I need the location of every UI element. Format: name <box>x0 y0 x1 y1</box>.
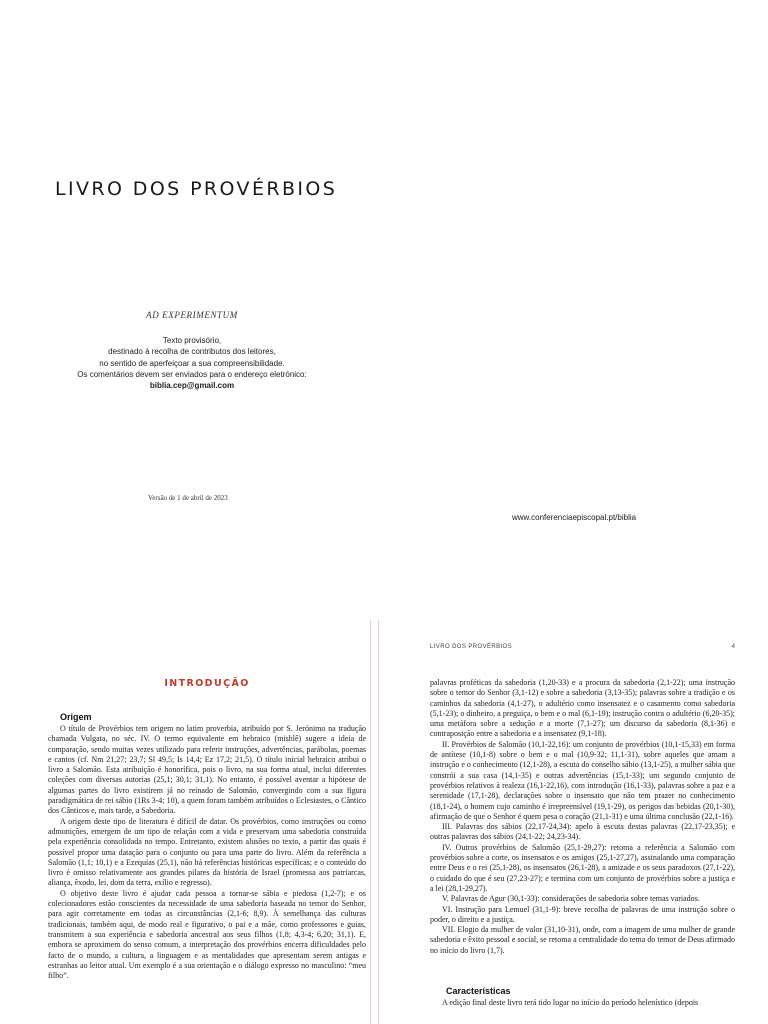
paragraph: IV. Outros provérbios de Salomão (25,1-29,27): retoma a referência a Salomão com provérbios sobre a corte, os insensatos e os amigos (25,1-27,27), assinalando uma comparação entre Deus e o rei (25,1-28), os insensatos (26,1-28), a amizade e os seus paradoxos (27,1-22), o cuidado do que é seu (27,23-27); e termina com um conjunto de provérbios sobre a justiça e a lei (28,1-29,27). <box>430 842 735 893</box>
cover-info <box>0 335 384 391</box>
email-link[interactable]: biblia.cep@gmail.com <box>149 381 235 391</box>
paragraph: VII. Elogio da mulher de valor (31,10-31), onde, com a imagem de uma mulher de grande sabedoria e êxito pessoal e social, se retoma a centralidade do tema do temor de Deus afirmado no início do livro (1,7). <box>430 925 735 955</box>
section-heading-origem: Origem <box>60 712 92 722</box>
paragraph: palavras proféticas da sabedoria (1,20-33) e a procura da sabedoria (2,1-22); uma instrução sobre o temor do Senhor (3,1-12) e sobre a sabedoria (3,13-35); palavras sobre a tradição e os caminhos da sabedoria (4,1-27), o adultério como insensatez e o casamento como sabedoria (5,1-23); o dinheiro, a preguiça, o bem e o mal (6,1-19); instrução contra o adultério (6,20-35); uma metáfora sobre a sedução e a morte (7,1-27); um discurso da sabedoria (8,1-36) e contraposição entre a sabedoria e a insensatez (9,1-18). <box>430 678 735 739</box>
running-head: LIVRO DOS PROVÉRBIOS <box>430 644 513 650</box>
paragraph: V. Palavras de Agur (30,1-33): considerações de sabedoria sobre temas variados. <box>442 894 700 904</box>
info-line: no sentido de aperfeiçoar a sua compreensibilidade. <box>99 358 285 368</box>
page-four <box>430 620 735 1024</box>
info-line: Os comentários devem ser enviados para o endereço eletrónico: <box>77 369 307 379</box>
paragraph: III. Palavras dos sábios (22,17-24,34): apelo à escuta destas palavras (22,17-23,35); e outras palavras dos sábios (24,1-22; 24,23-34). <box>430 822 735 842</box>
book-title: LIVRO DOS PROVÉRBIOS <box>55 178 338 200</box>
ad-experimentum-label: AD EXPERIMENTUM <box>146 310 238 320</box>
introduction-body <box>48 724 366 981</box>
page-divider <box>370 620 371 1024</box>
version-date: Versão de 1 de abril de 2023 <box>148 494 228 502</box>
paragraph: O título de Provérbios tem origem no latim proverbia, atribuído por S. Jerónimo na tradução chamada Vulgata, no séc. IV. O termo equivalente em hebraico (mishlê) sugere a ideia de comparação, sendo muitas vezes utilizado para referir instruções, advertências, parábolas, poemas e cantos (cf. Nm 21,27; 23,7; Sl 49,5; Is 14,4; Ez 17,2; 21,5). O título inicial hebraico atribui o livro a Salomão. Esta atribuição é honorífica, pois o livro, na sua forma atual, inclui diferentes coleções com diversas autorias (25,1; 30,1; 31,1). No entanto, é possível aventar a hipótese de algumas partes do livro existirem já no reinado de Salomão, convergindo com a sua figura paradigmática de rei sábio (1Rs 3-4; 10), a quem foram também atribuídos o Eclesiastes, o Cântico dos Cânticos e, mais tarde, a Sabedoria. <box>48 724 366 816</box>
page-divider <box>378 620 379 1024</box>
page-number: 4 <box>731 644 735 650</box>
website-link[interactable]: www.conferenciaepiscopal.pt/biblia <box>512 513 637 522</box>
paragraph: A origem deste tipo de literatura é difícil de datar. Os provérbios, como instruções ou como admonições, emergem de um tipo de relação com a vida e preservam uma sabedoria construída pela experiência consolidada no tempo. Entretanto, existem alusões no texto, a partir das quais é possível propor uma datação para o conjunto ou para uma parte do livro. Além da referência a Salomão (1,1; 10,1) e a Ezequias (25,1), não há referências históricas específicas; e o conteúdo do livro é omisso relativamente aos grandes pilares da história de Israel (promessa aos patriarcas, aliança, êxodo, lei, dom da terra, exílio e regresso). <box>48 816 366 888</box>
structure-body <box>430 678 735 956</box>
characteristics-body <box>430 998 735 1008</box>
paragraph: A edição final deste livro terá tido lugar no início do período helenístico (depois <box>442 998 699 1007</box>
paragraph: O objetivo deste livro é ajudar cada pessoa a tornar-se sábia e piedosa (1,2-7); e os colecionadores estão conscientes da necessidade de uma sabedoria baseada no temor do Senhor, para agir corretamente em todas as circunstâncias (2,1-6; 8,9). À semelhança das culturas tradicionais, também aqui, de modo real e figurativo, o pai e a mãe, como professores e guias, transmitem a sua experiência e sabedoria ancestral aos seus filhos (1,8; 4,3-4; 6,20; 31,1). E, embora se aproximem do senso comum, a interpretação dos provérbios encerra dificuldades pelo facto de o mundo, a cultura, a linguagem e as mentalidades que apresentam serem antigas e estranhas ao leitor atual. Um exemplo é a sua orientação e o diálogo expresso no masculino: “meu filho”. <box>48 888 366 981</box>
info-line: Texto provisório, <box>162 336 222 345</box>
paragraph: VI. Instrução para Lemuel (31,1-9): breve recolha de palavras de uma instrução sobre o poder, o direito e a justiça. <box>430 904 735 924</box>
section-heading-caracteristicas: Características <box>446 986 511 996</box>
paragraph: II. Provérbios de Salomão (10,1-22,16): um conjunto de provérbios (10,1-15,33) em forma de antítese (10,1-8) sobre o bem e o mal (10,9-32; 11,1-31), sobre aqueles que amam a instrução e o conhecimento (12,1-28), a escuta do conselho sábio (13,1-25), a mulher sábia que constrói a sua casa (14,1-35) e outras advertências (15,1-33); um segundo conjunto de provérbios relativos à realeza (16,1-22,16), com introdução (16,1-33), palavras sobre a paz e a serenidade (17,1-28), declarações sobre o insensato que não tem prazer no conhecimento (18,1-24), o homem cujo caminho é irrepreensível (19,1-29), os perigos das bebidas (20,1-30), afirmação de que o Senhor é quem pesa o coração (21,1-31) e uma última conclusão (22,1-16). <box>430 739 735 821</box>
info-line: destinado à recolha de contributos dos leitores, <box>108 347 276 357</box>
page-introduction <box>48 620 366 1024</box>
introduction-heading: INTRODUÇÃO <box>164 678 250 689</box>
